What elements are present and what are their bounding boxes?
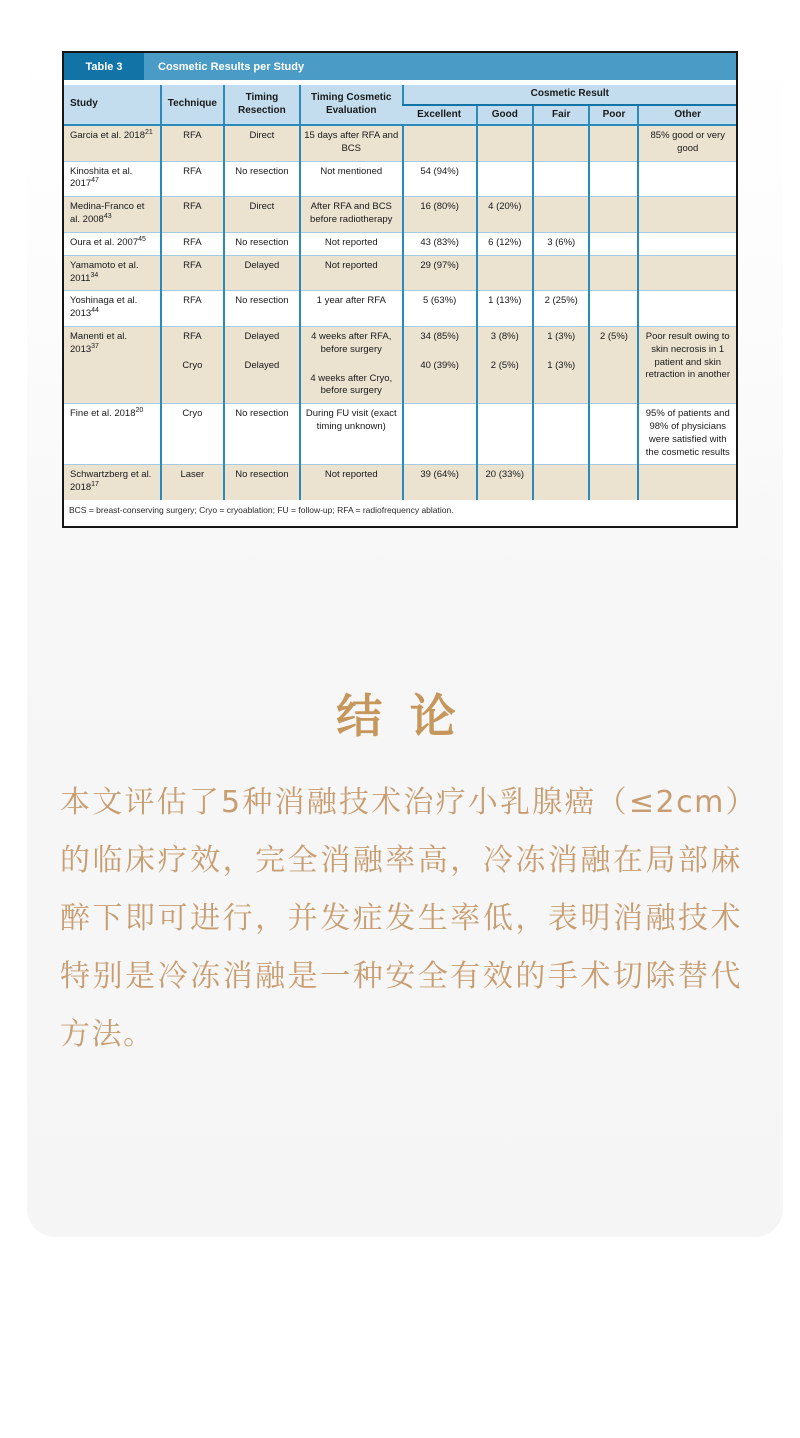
result-cell: 5 (63%) bbox=[403, 291, 477, 327]
table-title: Cosmetic Results per Study bbox=[144, 53, 736, 80]
column-header-fair: Fair bbox=[533, 105, 589, 126]
column-header-poor: Poor bbox=[589, 105, 638, 126]
result-cell: 2 (25%) bbox=[533, 291, 589, 327]
result-cell: Not reported bbox=[300, 232, 403, 255]
result-cell: After RFA and BCS before radiotherapy bbox=[300, 197, 403, 233]
result-cell bbox=[533, 161, 589, 197]
table-row bbox=[64, 255, 736, 291]
other-cell bbox=[638, 465, 736, 500]
other-cell bbox=[638, 197, 736, 233]
study-cell: Yoshinaga et al. 2013$^{44}$ bbox=[64, 291, 161, 327]
table-row bbox=[64, 291, 736, 327]
result-cell: 15 days after RFA and BCS bbox=[300, 125, 403, 161]
result-cell bbox=[533, 125, 589, 161]
column-header-timing-resection: Timing Resection bbox=[224, 85, 300, 125]
table3-figure bbox=[62, 51, 738, 528]
result-cell: 1 (3%) 1 (3%) bbox=[533, 326, 589, 403]
other-cell bbox=[638, 232, 736, 255]
result-cell: Delayed Delayed bbox=[224, 326, 300, 403]
result-cell: Laser bbox=[161, 465, 224, 500]
result-cell: 3 (8%) 2 (5%) bbox=[477, 326, 533, 403]
conclusion-heading: 结 论 bbox=[336, 691, 464, 742]
table-row bbox=[64, 197, 736, 233]
study-cell: Schwartzberg et al. 2018$^{17}$ bbox=[64, 465, 161, 500]
result-cell: 29 (97%) bbox=[403, 255, 477, 291]
result-cell: Direct bbox=[224, 197, 300, 233]
table-row bbox=[64, 404, 736, 465]
result-cell bbox=[589, 161, 638, 197]
result-cell: No resection bbox=[224, 404, 300, 465]
result-cell: Cryo bbox=[161, 404, 224, 465]
result-cell: 3 (6%) bbox=[533, 232, 589, 255]
study-cell: Fine et al. 2018$^{20}$ bbox=[64, 404, 161, 465]
column-header-other: Other bbox=[638, 105, 736, 126]
other-cell bbox=[638, 291, 736, 327]
result-cell bbox=[477, 404, 533, 465]
result-cell: RFA bbox=[161, 125, 224, 161]
column-header-timing-cosmetic: Timing Cosmetic Evaluation bbox=[300, 85, 403, 125]
result-cell: 4 (20%) bbox=[477, 197, 533, 233]
table-title-bar bbox=[64, 53, 736, 80]
table-row bbox=[64, 125, 736, 161]
result-cell bbox=[533, 197, 589, 233]
column-header-good: Good bbox=[477, 105, 533, 126]
study-cell: Garcia et al. 2018$^{21}$ bbox=[64, 125, 161, 161]
result-cell: 6 (12%) bbox=[477, 232, 533, 255]
result-cell bbox=[533, 255, 589, 291]
result-cell bbox=[403, 125, 477, 161]
result-cell: Delayed bbox=[224, 255, 300, 291]
study-cell: Kinoshita et al. 2017$^{47}$ bbox=[64, 161, 161, 197]
table-row bbox=[64, 326, 736, 403]
table-footnote: BCS = breast-conserving surgery; Cryo = cryoablation; FU = follow-up; RFA = radiofrequency ablation. bbox=[64, 500, 736, 525]
result-cell: RFA Cryo bbox=[161, 326, 224, 403]
result-cell: 43 (83%) bbox=[403, 232, 477, 255]
result-cell: No resection bbox=[224, 291, 300, 327]
result-cell bbox=[589, 291, 638, 327]
other-cell: 85% good or very good bbox=[638, 125, 736, 161]
study-cell: Medina-Franco et al. 2008$^{43}$ bbox=[64, 197, 161, 233]
table-row bbox=[64, 465, 736, 500]
result-cell: 1 year after RFA bbox=[300, 291, 403, 327]
study-cell: Oura et al. 2007$^{45}$ bbox=[64, 232, 161, 255]
result-cell: Not mentioned bbox=[300, 161, 403, 197]
table-row bbox=[64, 232, 736, 255]
result-cell: 34 (85%) 40 (39%) bbox=[403, 326, 477, 403]
result-cell bbox=[589, 232, 638, 255]
result-cell: RFA bbox=[161, 291, 224, 327]
result-cell: Direct bbox=[224, 125, 300, 161]
result-cell: No resection bbox=[224, 465, 300, 500]
result-cell bbox=[533, 465, 589, 500]
result-cell bbox=[403, 404, 477, 465]
result-cell: RFA bbox=[161, 232, 224, 255]
result-cell: 39 (64%) bbox=[403, 465, 477, 500]
other-cell bbox=[638, 161, 736, 197]
result-cell bbox=[533, 404, 589, 465]
column-group-cosmetic-result: Cosmetic Result bbox=[403, 85, 736, 105]
column-header-technique: Technique bbox=[161, 85, 224, 125]
result-cell: Not reported bbox=[300, 255, 403, 291]
result-cell: RFA bbox=[161, 197, 224, 233]
result-cell: RFA bbox=[161, 255, 224, 291]
result-cell: 2 (5%) bbox=[589, 326, 638, 403]
result-cell: During FU visit (exact timing unknown) bbox=[300, 404, 403, 465]
other-cell: 95% of patients and 98% of physicians were satisfied with the cosmetic results bbox=[638, 404, 736, 465]
cosmetic-results-table bbox=[64, 85, 736, 526]
column-header-excellent: Excellent bbox=[403, 105, 477, 126]
result-cell bbox=[589, 255, 638, 291]
result-cell: No resection bbox=[224, 161, 300, 197]
table-body bbox=[64, 125, 736, 500]
result-cell bbox=[589, 125, 638, 161]
table-row bbox=[64, 161, 736, 197]
table-label: Table 3 bbox=[64, 53, 144, 80]
other-cell bbox=[638, 255, 736, 291]
result-cell bbox=[589, 404, 638, 465]
result-cell bbox=[477, 255, 533, 291]
result-cell: 20 (33%) bbox=[477, 465, 533, 500]
result-cell bbox=[589, 465, 638, 500]
result-cell: 1 (13%) bbox=[477, 291, 533, 327]
result-cell: 54 (94%) bbox=[403, 161, 477, 197]
other-cell: Poor result owing to skin necrosis in 1 patient and skin retraction in another bbox=[638, 326, 736, 403]
result-cell: 16 (80%) bbox=[403, 197, 477, 233]
study-cell: Yamamoto et al. 2011$^{34}$ bbox=[64, 255, 161, 291]
result-cell: RFA bbox=[161, 161, 224, 197]
column-header-study: Study bbox=[64, 85, 161, 125]
conclusion-paragraph: 本文评估了5种消融技术治疗小乳腺癌（≤2cm）的临床疗效，完全消融率高，冷冻消融在局部麻醉下即可进行，并发症发生率低，表明消融技术特别是冷冻消融是一种安全有效的手术切除替代方法。 bbox=[60, 785, 742, 1052]
result-cell bbox=[589, 197, 638, 233]
result-cell bbox=[477, 161, 533, 197]
result-cell bbox=[477, 125, 533, 161]
result-cell: 4 weeks after RFA, before surgery 4 weeks after Cryo, before surgery bbox=[300, 326, 403, 403]
study-cell: Manenti et al. 2013$^{37}$ bbox=[64, 326, 161, 403]
result-cell: No resection bbox=[224, 232, 300, 255]
result-cell: Not reported bbox=[300, 465, 403, 500]
